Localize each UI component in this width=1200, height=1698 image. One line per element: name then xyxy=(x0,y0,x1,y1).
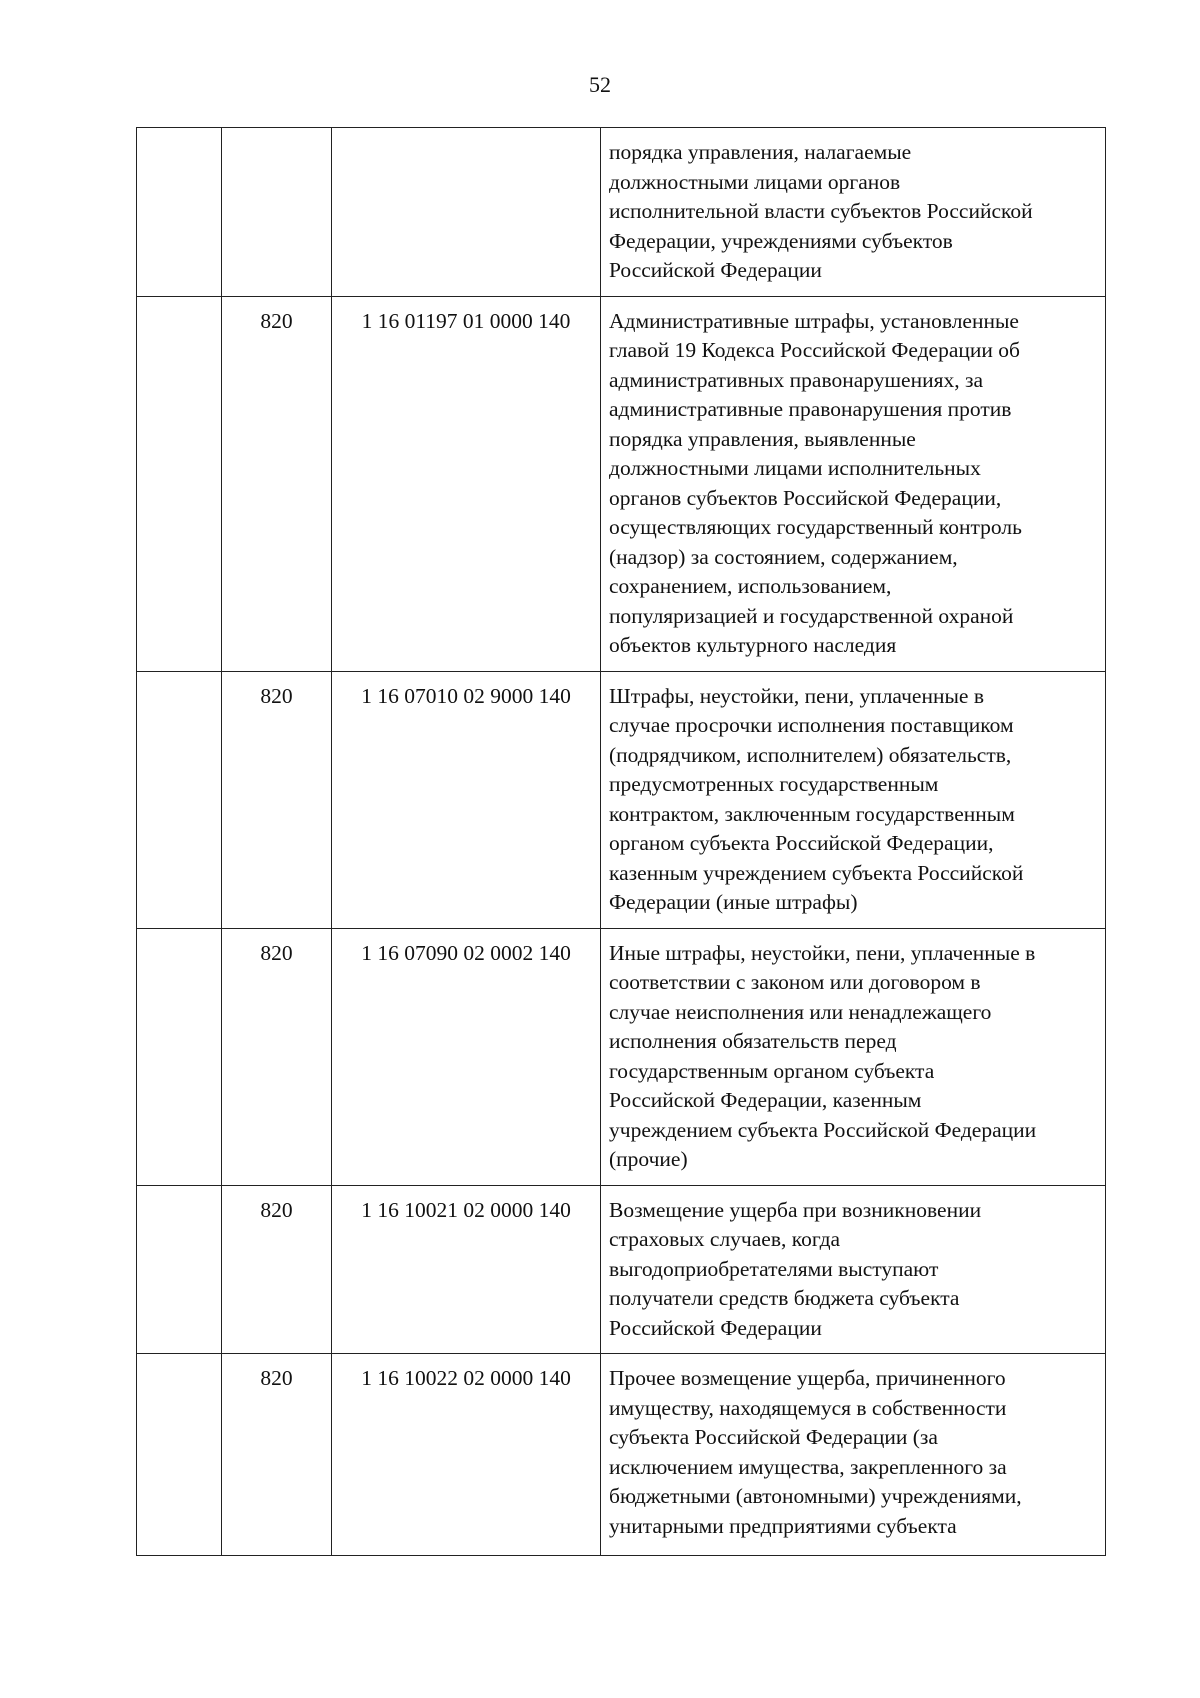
name-line: случае неисполнения или ненадлежащего xyxy=(609,999,992,1024)
name-line: Иные штрафы, неустойки, пени, уплаченные в xyxy=(609,940,1036,965)
kbk-code-cell xyxy=(332,128,601,297)
name-line: (подрядчиком, исполнителем) обязательств, xyxy=(609,742,1012,767)
revenue-name-cell xyxy=(601,1185,1106,1354)
table-row xyxy=(137,128,1106,297)
budget-revenue-table xyxy=(136,127,1106,1556)
revenue-name-cell xyxy=(601,671,1106,928)
blank-column-cell xyxy=(137,128,222,297)
name-line: органом субъекта Российской Федерации, xyxy=(609,831,994,855)
kbk-code-cell: 1 16 07090 02 0002 140 xyxy=(332,928,601,1185)
table-row xyxy=(137,1185,1106,1354)
name-line: Федерации (иные штрафы) xyxy=(609,890,858,914)
name-line: порядка управления, налагаемые xyxy=(609,140,912,164)
name-line: Федерации, учреждениями субъектов xyxy=(609,228,953,253)
name-line: исполнения обязательств перед xyxy=(609,1029,897,1053)
table-row xyxy=(137,671,1106,928)
name-line: Российской Федерации xyxy=(609,258,822,282)
name-line: случае просрочки исполнения поставщиком xyxy=(609,713,1014,737)
blank-column-cell xyxy=(137,671,222,928)
admin-code-cell: 820 xyxy=(222,1354,332,1556)
admin-code-cell: 820 xyxy=(222,1185,332,1354)
name-line: Прочее возмещение ущерба, причиненного xyxy=(609,1366,1006,1390)
blank-column-cell xyxy=(137,928,222,1185)
name-line: осуществляющих государственный контроль xyxy=(609,515,1022,539)
name-line: органов субъектов Российской Федерации, xyxy=(609,485,1002,510)
revenue-name-cell xyxy=(601,1354,1106,1556)
kbk-code-cell: 1 16 01197 01 0000 140 xyxy=(332,296,601,671)
kbk-code-cell: 1 16 07010 02 9000 140 xyxy=(332,671,601,928)
name-line: Штрафы, неустойки, пени, уплаченные в xyxy=(609,683,985,708)
revenue-name-cell xyxy=(601,928,1106,1185)
name-line: административные правонарушения против xyxy=(609,397,1012,421)
name-line: популяризацией и государственной охраной xyxy=(609,603,1014,628)
name-line: субъекта Российской Федерации (за xyxy=(609,1425,938,1449)
name-line: должностными лицами органов xyxy=(609,169,901,194)
admin-code-cell: 820 xyxy=(222,928,332,1185)
name-line: сохранением, использованием, xyxy=(609,574,892,598)
name-line: имуществу, находящемуся в собственности xyxy=(609,1395,1007,1420)
admin-code-cell xyxy=(222,128,332,297)
name-line: объектов культурного наследия xyxy=(609,633,897,657)
admin-code-cell: 820 xyxy=(222,671,332,928)
name-line: (прочие) xyxy=(609,1147,688,1171)
blank-column-cell xyxy=(137,296,222,671)
name-line: соответствии с законом или договором в xyxy=(609,970,981,994)
name-line: унитарными предприятиями субъекта xyxy=(609,1513,957,1538)
blank-column-cell xyxy=(137,1185,222,1354)
name-line: учреждением субъекта Российской Федерации xyxy=(609,1117,1037,1142)
name-line: (надзор) за состоянием, содержанием, xyxy=(609,544,958,569)
name-line: Административные штрафы, установленные xyxy=(609,308,1019,333)
table-row xyxy=(137,1354,1106,1556)
admin-code-cell: 820 xyxy=(222,296,332,671)
name-line: должностными лицами исполнительных xyxy=(609,456,981,480)
table-row xyxy=(137,296,1106,671)
kbk-code-cell: 1 16 10021 02 0000 140 xyxy=(332,1185,601,1354)
table-row xyxy=(137,928,1106,1185)
name-line: исполнительной власти субъектов Российской xyxy=(609,199,1033,223)
name-line: Российской Федерации, казенным xyxy=(609,1088,922,1112)
name-line: административных правонарушениях, за xyxy=(609,367,984,392)
page-number: 52 xyxy=(589,72,611,97)
revenue-name-cell xyxy=(601,128,1106,297)
name-line: порядка управления, выявленные xyxy=(609,426,916,451)
name-line: контрактом, заключенным государственным xyxy=(609,801,1015,826)
revenue-name-cell xyxy=(601,296,1106,671)
name-line: Российской Федерации xyxy=(609,1315,822,1340)
name-line: казенным учреждением субъекта Российской xyxy=(609,860,1024,885)
name-line: страховых случаев, когда xyxy=(609,1227,841,1251)
kbk-code-cell: 1 16 10022 02 0000 140 xyxy=(332,1354,601,1556)
name-line: бюджетными (автономными) учреждениями, xyxy=(609,1484,1022,1508)
name-line: главой 19 Кодекса Российской Федерации об xyxy=(609,338,1020,362)
blank-column-cell xyxy=(137,1354,222,1556)
name-line: предусмотренных государственным xyxy=(609,772,939,796)
name-line: исключением имущества, закрепленного за xyxy=(609,1454,1007,1479)
name-line: государственным органом субъекта xyxy=(609,1058,935,1083)
name-line: выгодоприобретателями выступают xyxy=(609,1256,939,1281)
name-line: Возмещение ущерба при возникновении xyxy=(609,1197,982,1222)
name-line: получатели средств бюджета субъекта xyxy=(609,1286,960,1310)
